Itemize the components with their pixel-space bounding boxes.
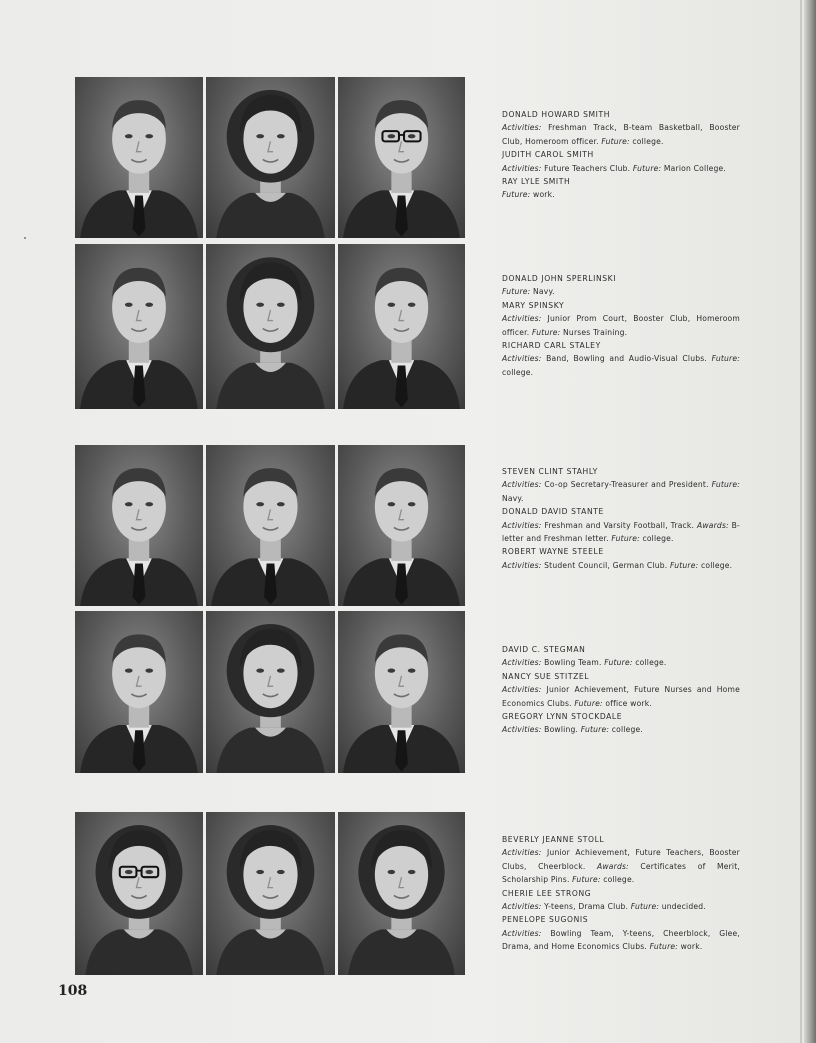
student-entry [502,710,740,737]
student-name: RICHARD CARL STALEY [502,341,601,351]
student-name: NANCY SUE STITZEL [502,671,590,681]
student-entry [502,545,740,572]
student-details: Activities: Freshman and Varsity Football, Track. Awards: B-letter and Freshman letter. Future: college. [502,520,740,544]
student-details: Future: work. [502,190,555,200]
student-name: GREGORY LYNN STOCKDALE [502,712,623,722]
student-name: DONALD JOHN SPERLINSKI [502,274,617,283]
student-name: PENELOPE SUGONIS [502,915,589,925]
student-portrait-photo [206,244,335,409]
page-number: 108 [58,983,88,999]
student-portrait-photo [75,244,203,409]
student-name: DONALD DAVID STANTE [502,507,604,517]
student-details: Activities: Y-teens, Drama Club. Future: undecided. [502,902,706,912]
student-entry [502,887,740,914]
student-entry [502,272,740,299]
caption-block-2 [502,272,740,379]
student-portrait-photo [75,77,203,238]
student-name: RAY LYLE SMITH [502,177,571,187]
student-entry [502,643,740,670]
student-portrait-photo [338,77,465,238]
student-entry [502,833,740,887]
student-name: ROBERT WAYNE STEELE [502,547,604,557]
student-portrait-photo [206,611,335,773]
caption-block-3 [502,465,740,572]
caption-block-1 [502,108,740,202]
student-details: Activities: Bowling. Future: college. [502,725,643,735]
student-portrait-photo [338,445,465,606]
student-portrait-photo [75,812,203,975]
student-entry [502,299,740,339]
student-portrait-photo [75,445,203,606]
student-details: Activities: Junior Prom Court, Booster Club, Homeroom officer. Future: Nurses Training. [502,314,740,337]
student-name: JUDITH CAROL SMITH [502,150,594,160]
student-details: Future: Navy. [502,287,555,297]
student-entry [502,465,740,505]
student-entry [502,505,740,545]
student-portrait-photo [75,611,203,773]
caption-block-4 [502,643,740,737]
student-details: Activities: Freshman Track, B-team Basketball, Booster Club, Homeroom officer. Future: college. [502,123,740,146]
student-details: Activities: Bowling Team. Future: college. [502,658,667,668]
student-details: Activities: Junior Achievement, Future Teachers, Booster Clubs, Cheerblock. Awards: Certificates of Merit, Scholarship Pins. Future: college. [502,848,740,885]
dust-speck [24,237,26,239]
student-entry [502,108,740,148]
page-binding-edge [804,0,816,1043]
student-name: MARY SPINSKY [502,300,565,310]
student-name: CHERIE LEE STRONG [502,888,592,898]
student-entry [502,913,740,953]
student-entry [502,670,740,710]
student-entry [502,148,740,175]
student-portrait-photo [206,445,335,606]
student-details: Activities: Co-op Secretary-Treasurer and President. Future: Navy. [502,480,740,503]
student-portrait-photo [338,611,465,773]
student-details: Activities: Future Teachers Club. Future: Marion College. [502,163,726,173]
caption-block-5 [502,833,740,954]
student-name: BEVERLY JEANNE STOLL [502,835,605,844]
student-name: DONALD HOWARD SMITH [502,110,611,119]
student-name: DAVID C. STEGMAN [502,645,586,654]
student-details: Activities: Bowling Team, Y-teens, Cheerblock, Glee, Drama, and Home Economics Clubs. Future: work. [502,928,740,952]
page-edge-shadow [800,0,802,1043]
student-entry [502,339,740,379]
student-portrait-photo [338,244,465,409]
student-details: Activities: Band, Bowling and Audio-Visual Clubs. Future: college. [502,354,740,377]
student-name: STEVEN CLINT STAHLY [502,467,598,476]
student-details: Activities: Student Council, German Club. Future: college. [502,560,733,570]
student-portrait-photo [206,812,335,975]
student-portrait-photo [206,77,335,238]
student-entry [502,175,740,202]
student-portrait-photo [338,812,465,975]
student-details: Activities: Junior Achievement, Future Nurses and Home Economics Clubs. Future: office work. [502,685,740,708]
